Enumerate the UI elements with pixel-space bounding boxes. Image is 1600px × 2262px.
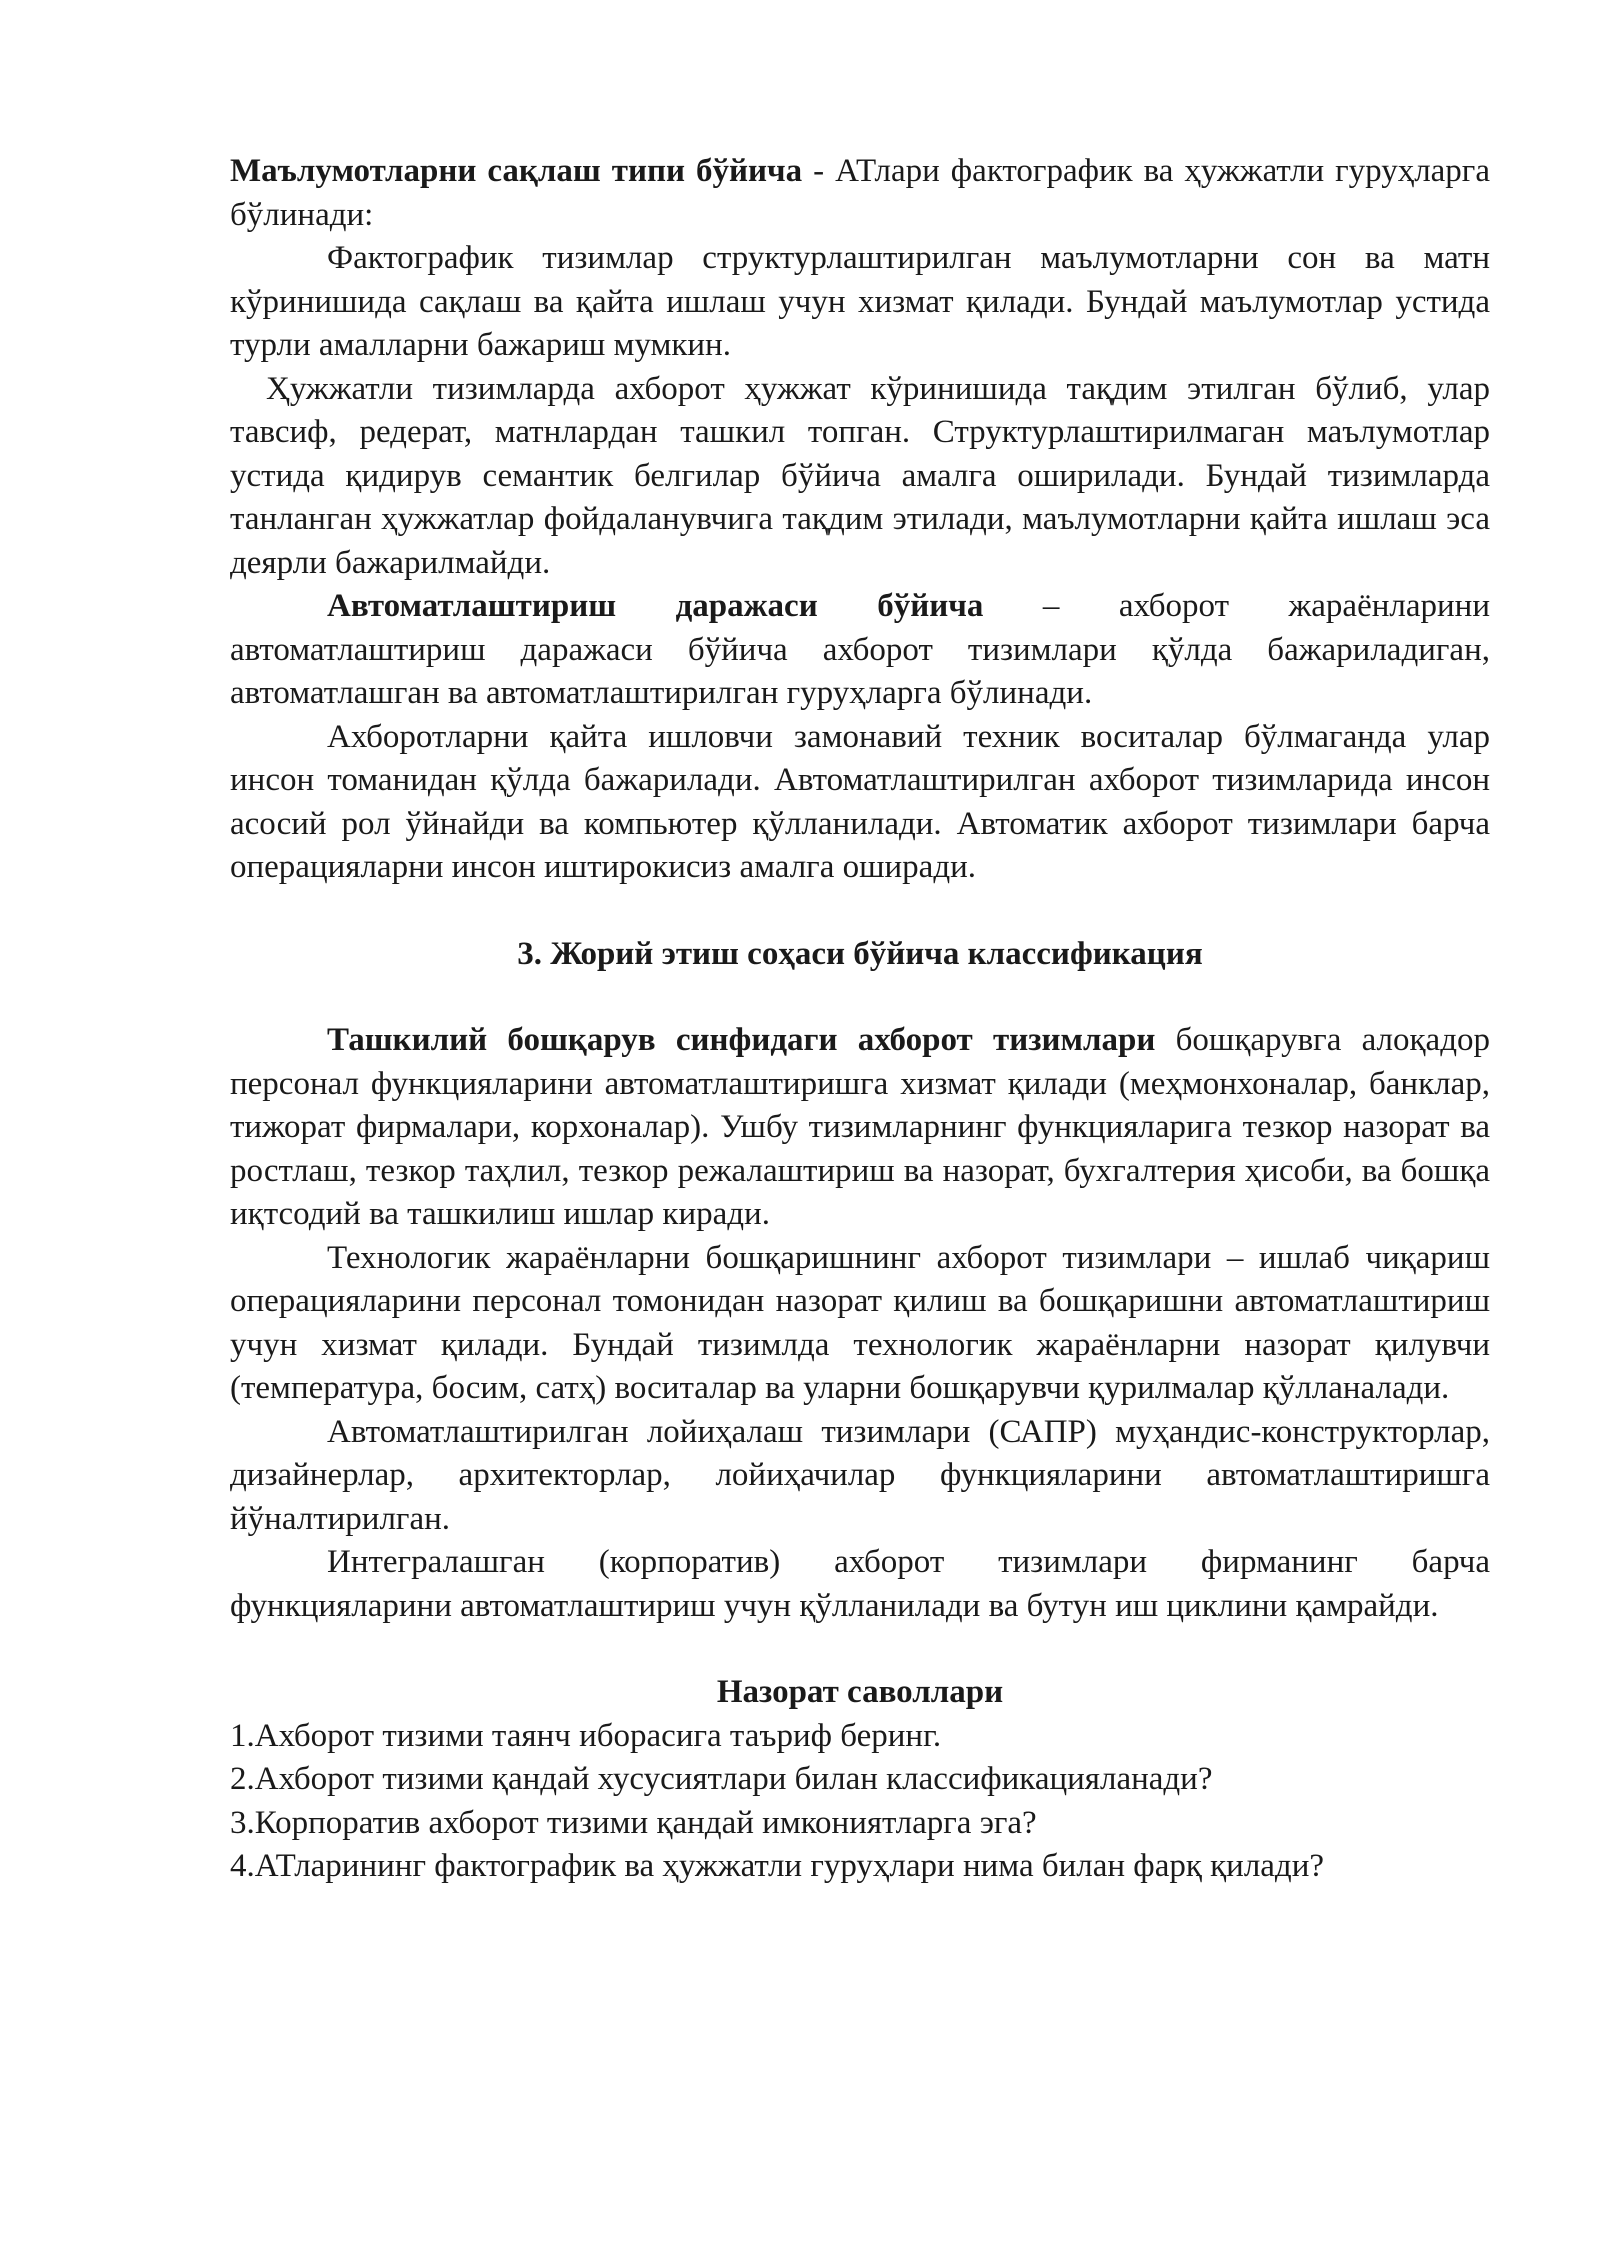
paragraph-integrated: Интегралашган (корпоратив) ахборот тизимлари фирманинг барча функцияларини автоматлаштириш учун қўлланилади ва бутун иш циклини қамрайди. — [230, 1544, 1490, 1624]
paragraph-text: бошқарувга алоқадор персонал функцияларини автоматлаштиришга хизмат қилади (меҳмонхоналар, банклар, тижорат фирмалари, корхоналар). Ушбу тизимларнинг функцияларига тезкор назорат ва ростлаш, тезкор таҳлил, тезкор режалаштириш ва назорат, бухгалтерия ҳисоби, ва бошқа иқтсодий ва ташкилиш ишлар киради. — [230, 1022, 1490, 1232]
term-organizational: Ташкилий бошқарув синфидаги ахборот тизимлари — [327, 1022, 1156, 1058]
quiz-question-4: 4.АТларининг фактографик ва ҳужжатли гуруҳлари нима билан фарқ қилади? — [230, 1848, 1325, 1884]
term-automation-level: Автоматлаштириш даражаси бўйича — [327, 588, 984, 624]
paragraph-storage-type — [230, 150, 1490, 237]
paragraph-text: – ахборот жараёнларини автоматлаштириш даражаси бўйича ахборот тизимлари қўлда бажариладиган, автоматлашган ва автоматлаштирилган гуруҳларга бўлинади. — [230, 588, 1490, 711]
paragraph-factographic: Фактографик тизимлар структурлаштирилган маълумотларни сон ва матн кўринишида сақлаш ва қайта ишлаш учун хизмат қилади. Бундай маълумотлар устида турли амалларни бажариш мумкин. — [230, 240, 1490, 363]
quiz-question-1: 1.Ахборот тизими таянч иборасига таъриф беринг. — [230, 1717, 942, 1754]
paragraph-organizational — [230, 1019, 1490, 1237]
paragraph-automation-level — [230, 585, 1490, 716]
paragraph-processing: Ахборотларни қайта ишловчи замонавий техник воситалар бўлмаганда улар инсон томанидан қўлда бажарилади. Автоматлаштирилган ахборот тизимларида инсон асосий рол ўйнайди ва компьютер қўлланилади. Автоматик ахборот тизимлари барча операцияларни инсон иштирокисиз амалга оширади. — [230, 718, 1490, 885]
term-storage-type: Маълумотларни сақлаш типи бўйича — [230, 153, 803, 189]
document-page — [230, 150, 1490, 1889]
paragraph-technological: Технологик жараёнларни бошқаришнинг ахборот тизимлари – ишлаб чиқариш операцияларини персонал томонидан назорат қилиш ва бошқаришни автоматлаштириш учун хизмат қилади. Бундай тизимлда технологик жараёнларни назорат қилувчи (температура, босим, сатҳ) воситалар ва уларни бошқарувчи қурилмалар қўлланалади. — [230, 1239, 1490, 1406]
paragraph-text: - АТлари фактографик ва ҳужжатли гуруҳларга бўлинади: — [230, 153, 1490, 233]
quiz-question-3: 3.Корпоратив ахборот тизими қандай имкониятларга эга? — [230, 1804, 1037, 1841]
paragraph-documentary: Ҳужжатли тизимларда ахборот ҳужжат кўринишида тақдим этилган бўлиб, улар тавсиф, редерат, матнлардан ташкил топган. Структурлаштирилмаган маълумотлар устида қидирув семантик белгилар бўйича амалга оширилади. Бундай тизимларда танланган ҳужжатлар фойдаланувчига тақдим этилади, маълумотларни қайта ишлаш эса деярли бажарилмайди. — [230, 370, 1490, 581]
section-heading: 3. Жорий этиш соҳаси бўйича классификация — [517, 935, 1203, 972]
quiz-title: Назорат саволлари — [716, 1674, 1004, 1710]
quiz-question-2: 2.Ахборот тизими қандай хусусиятлари билан классификацияланади? — [230, 1761, 1213, 1797]
paragraph-cad: Автоматлаштирилган лойиҳалаш тизимлари (САПР) муҳандис-конструкторлар, дизайнерлар, архитекторлар, лойиҳачилар функцияларини автоматлаштиришга йўналтирилган. — [230, 1413, 1490, 1537]
